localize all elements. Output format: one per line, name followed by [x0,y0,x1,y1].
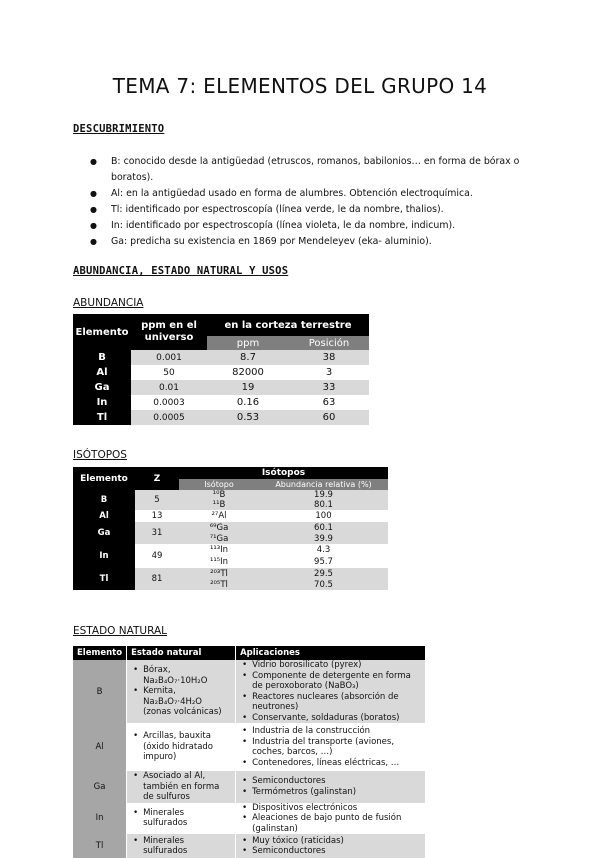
col-header-ppm: ppm [207,336,289,350]
univ-cell: 0.01 [131,380,207,395]
aplicaciones-cell [236,771,426,803]
col-header-elemento: Elemento [73,314,131,350]
col-header-abundancia-relativa: Abundancia relativa (%) [259,479,388,490]
col-header-z: Z [135,467,179,490]
discovery-list [90,154,520,250]
isotope-cell: ⁶⁹Ga [179,522,259,533]
section-heading-descubrimiento: DESCUBRIMIENTO [73,123,165,135]
isotope-cell: ⁷¹Ga [179,533,259,544]
col-header-aplicaciones: Aplicaciones [236,646,426,660]
isotope-cell: ¹¹⁵In [179,556,259,568]
pos-cell: 60 [289,410,369,425]
table-row [73,365,369,380]
abundance-cell: 80.1 [259,500,388,510]
pos-cell: 33 [289,380,369,395]
subheading-isotopos: ISÓTOPOS [73,449,127,461]
aplicaciones-cell [236,660,426,723]
pos-cell: 63 [289,395,369,410]
table-row [73,660,426,723]
abundance-cell: 100 [259,510,388,522]
table-row [73,544,388,556]
isotope-cell: ¹⁰B [179,490,259,500]
table-row [73,510,388,522]
table-row [73,568,388,579]
aplicacion-item: • Dispositivos electrónicos [252,803,421,814]
abundance-cell: 19.9 [259,490,388,500]
univ-cell: 0.001 [131,350,207,365]
isotopes-table [73,467,388,590]
estado-item: • Arcillas, bauxita (óxido hidratado impuro) [143,731,231,763]
discovery-item: ● B: conocido desde la antigüedad (etruscos, romanos, babilonios… en forma de bórax o boratos). [90,154,520,186]
table-row [73,490,388,500]
table-row [73,522,388,533]
discovery-item: ● Ga: predicha su existencia en 1869 por Mendeleyev (eka- aluminio). [90,234,520,250]
aplicacion-item: • Muy tóxico (raticidas) [252,836,421,847]
univ-cell: 50 [131,365,207,380]
estado-cell [127,771,236,803]
z-cell: 81 [135,568,179,590]
aplicacion-item: • Contenedores, líneas eléctricas, … [252,758,421,769]
col-header-elemento: Elemento [73,646,127,660]
element-cell: Al [73,365,131,380]
element-cell: In [73,803,127,835]
estado-item: • Asociado al Al, también en forma de sulfuros [143,771,231,803]
subheading-estado-natural: ESTADO NATURAL [73,625,167,637]
estado-cell [127,834,236,858]
ppm-cell: 8.7 [207,350,289,365]
element-cell: Al [73,723,127,771]
aplicacion-item: • Vidrio borosilicato (pyrex) [252,660,421,671]
table-row [73,350,369,365]
discovery-item: ● Tl: identificado por espectroscopía (línea verde, le da nombre, thalios). [90,202,520,218]
abundance-cell: 39.9 [259,533,388,544]
table-row [73,410,369,425]
isotope-cell: ²⁰³Tl [179,568,259,579]
aplicaciones-cell [236,723,426,771]
univ-cell: 0.0003 [131,395,207,410]
aplicacion-item: • Reactores nucleares (absorción de neutrones) [252,692,421,713]
aplicacion-item: • Termómetros (galinstan) [252,787,421,798]
element-cell: Tl [73,410,131,425]
estado-item: • Bórax, Na₂B₄O₇·10H₂O [143,665,231,686]
aplicacion-item: • Conservante, soldaduras (boratos) [252,713,421,724]
aplicaciones-cell [236,803,426,835]
abundance-cell: 70.5 [259,579,388,590]
element-cell: Tl [73,568,135,590]
aplicacion-item: • Aleaciones de bajo punto de fusión (galinstan) [252,813,421,834]
table-row [73,803,426,835]
aplicaciones-cell [236,834,426,858]
discovery-item: ● In: identificado por espectroscopía (línea violeta, le da nombre, indicum). [90,218,520,234]
col-header-estado-natural: Estado natural [127,646,236,660]
estado-cell [127,803,236,835]
table-row [73,723,426,771]
isotope-cell: ²⁷Al [179,510,259,522]
element-cell: Ga [73,380,131,395]
col-header-corteza: en la corteza terrestre [207,314,369,336]
element-cell: B [73,490,135,510]
table-row [73,395,369,410]
table-row [73,771,426,803]
table-row [73,834,426,858]
col-header-isotopo: Isótopo [179,479,259,490]
element-cell: B [73,660,127,723]
abundance-cell: 29.5 [259,568,388,579]
natural-state-table [73,646,426,858]
z-cell: 49 [135,544,179,568]
page-title: TEMA 7: ELEMENTOS DEL GRUPO 14 [112,74,488,98]
estado-cell [127,723,236,771]
z-cell: 13 [135,510,179,522]
ppm-cell: 0.53 [207,410,289,425]
aplicacion-item: • Componente de detergente en forma de peroxoborato (NaBO₃) [252,671,421,692]
pos-cell: 38 [289,350,369,365]
element-cell: In [73,544,135,568]
abundance-cell: 4.3 [259,544,388,556]
col-header-universo: ppm en el universo [131,314,207,350]
aplicacion-item: • Semiconductores [252,846,421,857]
estado-item: • Minerales sulfurados [143,808,231,829]
z-cell: 31 [135,522,179,544]
isotope-cell: ²⁰⁵Tl [179,579,259,590]
isotope-cell: ¹¹B [179,500,259,510]
abundance-cell: 60.1 [259,522,388,533]
ppm-cell: 0.16 [207,395,289,410]
z-cell: 5 [135,490,179,510]
ppm-cell: 19 [207,380,289,395]
isotope-cell: ¹¹³In [179,544,259,556]
estado-cell [127,660,236,723]
abundance-table [73,314,369,425]
col-header-isotopos: Isótopos [179,467,388,479]
element-cell: B [73,350,131,365]
estado-item: • Kernita, Na₂B₄O₇·4H₂O (zonas volcánicas) [143,686,231,718]
element-cell: Tl [73,834,127,858]
ppm-cell: 82000 [207,365,289,380]
univ-cell: 0.0005 [131,410,207,425]
section-heading-abundancia: ABUNDANCIA, ESTADO NATURAL Y USOS [73,265,289,277]
element-cell: In [73,395,131,410]
abundance-cell: 95.7 [259,556,388,568]
aplicacion-item: • Industria de la construcción [252,726,421,737]
discovery-item: ● Al: en la antigüedad usado en forma de alumbres. Obtención electroquímica. [90,186,520,202]
element-cell: Ga [73,522,135,544]
subheading-abundancia: ABUNDANCIA [73,297,144,309]
col-header-posicion: Posición [289,336,369,350]
pos-cell: 3 [289,365,369,380]
element-cell: Al [73,510,135,522]
estado-item: • Minerales sulfurados [143,836,231,857]
aplicacion-item: • Semiconductores [252,776,421,787]
aplicacion-item: • Industria del transporte (aviones, coches, barcos, …) [252,737,421,758]
element-cell: Ga [73,771,127,803]
col-header-elemento: Elemento [73,467,135,490]
table-row [73,380,369,395]
